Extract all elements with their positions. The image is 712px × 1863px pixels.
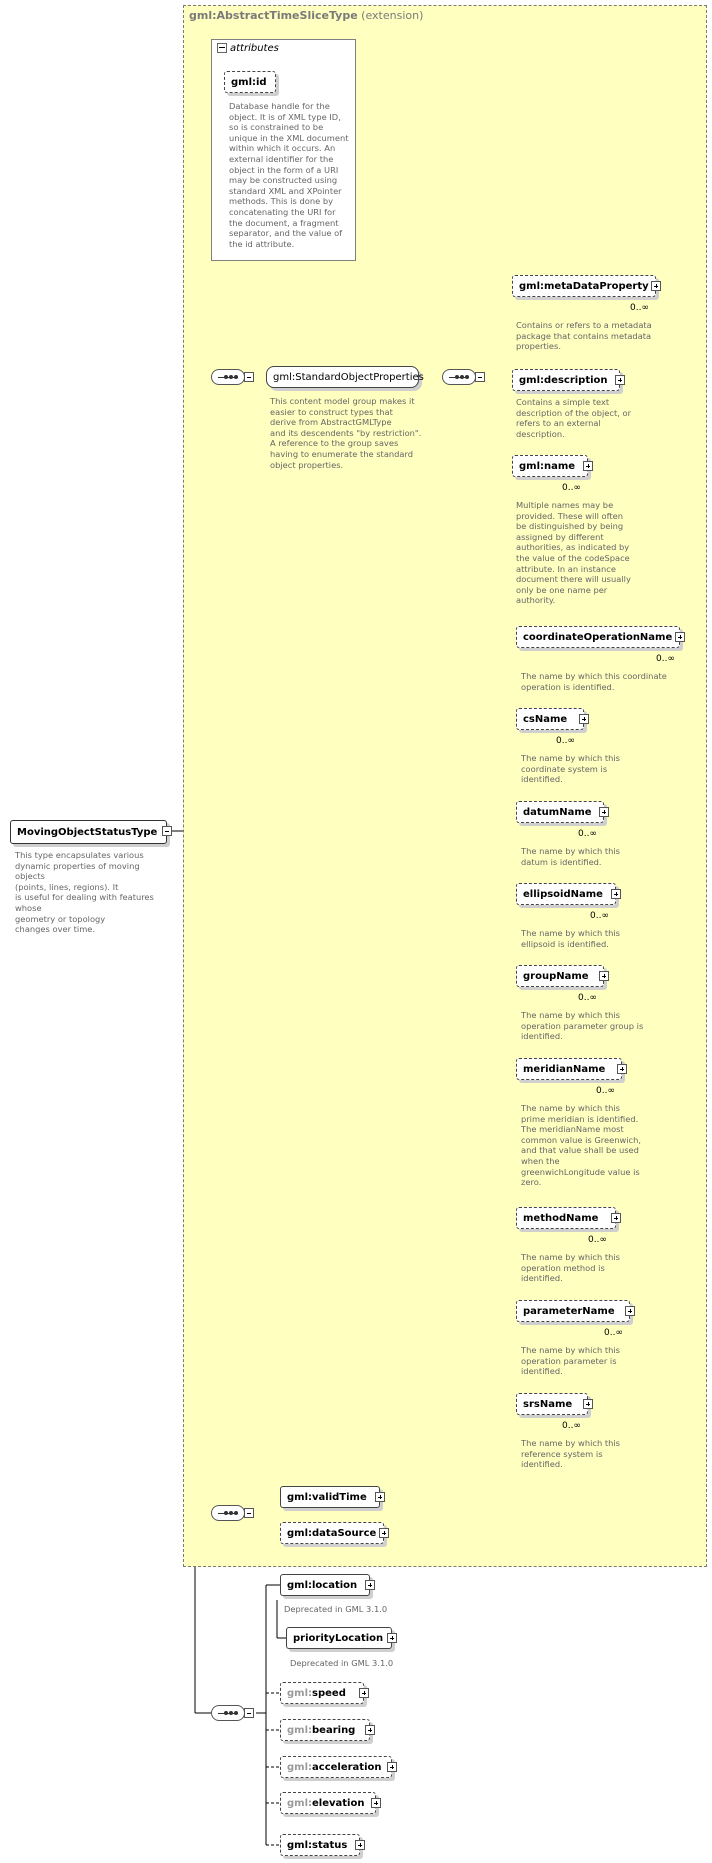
cardinality: 0..∞ (562, 1421, 581, 1431)
collapse-icon[interactable] (217, 43, 227, 53)
expand-icon[interactable] (611, 1213, 621, 1223)
element-label: datumName (523, 806, 592, 818)
element-coordinateoperationname[interactable] (516, 626, 680, 648)
element-doc: The name by which this coordinate system is identified. (521, 753, 620, 785)
expand-icon[interactable] (379, 1528, 389, 1538)
sequence-compositor[interactable] (211, 369, 245, 385)
expand-icon[interactable] (583, 461, 593, 471)
attribute-id-doc: Database handle for the object. It is of XML type ID, so is constrained to be unique in the XML document within which it occurs. An external identifier for the object in the form of a URI may be constructed using standard XML and XPointer methods. This is done by concatenating the URI for the document, a fragment separator, and the value of the id attribute. (229, 101, 349, 249)
element-doc: Contains or refers to a metadata package that contains metadata properties. (516, 320, 652, 352)
expand-icon[interactable] (615, 375, 625, 385)
expand-icon[interactable] (355, 1840, 365, 1850)
element-label: elevation (312, 1797, 365, 1809)
element-ellipsoidname[interactable] (516, 883, 616, 905)
element-validtime[interactable] (280, 1486, 380, 1508)
expand-icon[interactable] (599, 807, 609, 817)
expand-icon[interactable] (675, 632, 685, 642)
expand-icon[interactable] (651, 281, 661, 291)
element-label: gml:status (287, 1839, 348, 1851)
expand-icon[interactable] (599, 971, 609, 981)
expand-icon[interactable] (371, 1798, 381, 1808)
element-doc: The name by which this coordinate operation is identified. (521, 671, 667, 692)
attributes-header[interactable] (217, 43, 279, 54)
element-label: methodName (523, 1212, 599, 1224)
element-doc: Deprecated in GML 3.1.0 (284, 1604, 388, 1614)
element-label: acceleration (312, 1761, 382, 1773)
element-doc: The name by which this operation method is identified. (521, 1252, 620, 1284)
element-srsname[interactable] (516, 1393, 588, 1415)
attribute-id[interactable] (224, 71, 276, 93)
expand-icon[interactable] (387, 1633, 397, 1643)
attribute-id-label: gml:id (231, 76, 267, 88)
sequence-compositor[interactable] (442, 369, 476, 385)
collapse-icon[interactable] (244, 1708, 254, 1718)
root-type[interactable] (10, 820, 167, 844)
element-label: speed (312, 1687, 346, 1699)
expand-icon[interactable] (583, 1399, 593, 1409)
attributes-label: attributes (230, 43, 279, 54)
element-prioritylocation[interactable] (286, 1627, 392, 1649)
element-doc: Deprecated in GML 3.1.0 (290, 1658, 394, 1668)
element-label: bearing (312, 1724, 356, 1736)
element-location[interactable] (280, 1574, 370, 1596)
expand-icon[interactable] (375, 1492, 385, 1502)
cardinality: 0..∞ (630, 303, 649, 313)
cardinality: 0..∞ (596, 1086, 615, 1096)
root-doc: This type encapsulates various dynamic properties of moving objects (points, lines, regions). It is useful for dealing with features whose geometry or topology changes over time. (15, 850, 154, 935)
element-label: gml:metaDataProperty (519, 280, 649, 292)
element-description[interactable] (512, 369, 620, 391)
expand-icon[interactable] (625, 1306, 635, 1316)
element-name[interactable] (512, 455, 588, 477)
element-meridianname[interactable] (516, 1058, 622, 1080)
element-parametername[interactable] (516, 1300, 630, 1322)
expand-icon[interactable] (365, 1725, 375, 1735)
element-methodname[interactable] (516, 1207, 616, 1229)
element-doc: The name by which this operation parameter is identified. (521, 1345, 620, 1377)
cardinality: 0..∞ (604, 1328, 623, 1338)
element-doc: The name by which this ellipsoid is identified. (521, 928, 620, 949)
collapse-icon[interactable] (244, 1508, 254, 1518)
element-label: gml:name (519, 460, 576, 472)
element-datasource[interactable] (280, 1522, 384, 1544)
expand-icon[interactable] (365, 1580, 375, 1590)
element-speed[interactable]: gml: speed (280, 1682, 364, 1704)
collapse-icon[interactable] (475, 372, 485, 382)
expand-icon[interactable] (359, 1688, 369, 1698)
element-label: csName (523, 713, 568, 725)
element-label: ellipsoidName (523, 888, 603, 900)
sequence-compositor[interactable] (211, 1505, 245, 1521)
element-status[interactable] (280, 1834, 360, 1856)
cardinality: 0..∞ (562, 483, 581, 493)
extension-title (189, 9, 423, 22)
group-standard-object-properties[interactable] (266, 366, 424, 388)
element-label: meridianName (523, 1063, 606, 1075)
element-label: groupName (523, 970, 589, 982)
element-elevation[interactable]: gml: elevation (280, 1792, 376, 1814)
collapse-icon[interactable] (244, 372, 254, 382)
collapse-icon[interactable] (162, 826, 172, 836)
element-doc: The name by which this operation parameter group is identified. (521, 1010, 644, 1042)
sequence-compositor[interactable] (211, 1705, 245, 1721)
element-datumname[interactable] (516, 801, 604, 823)
expand-icon[interactable] (611, 889, 621, 899)
cardinality: 0..∞ (588, 1235, 607, 1245)
element-label: gml:description (519, 374, 608, 386)
element-bearing[interactable]: gml: bearing (280, 1719, 370, 1741)
element-doc: The name by which this prime meridian is identified. The meridianName most common value is Greenwich, and that value shall be used when the greenwichLongitude value is zero. (521, 1103, 642, 1188)
cardinality: 0..∞ (578, 993, 597, 1003)
element-doc: Contains a simple text description of the object, or refers to an external description. (516, 397, 631, 439)
element-label: gml:dataSource (287, 1527, 377, 1539)
expand-icon[interactable] (579, 714, 589, 724)
element-groupname[interactable] (516, 965, 604, 987)
expand-icon[interactable] (387, 1762, 397, 1772)
element-csname[interactable] (516, 708, 584, 730)
expand-icon[interactable] (617, 1064, 627, 1074)
group-doc: This content model group makes it easier to construct types that derive from AbstractGMLType and its descendents "by restriction". A reference to the group saves having to enumerate the standard object properties. (270, 396, 422, 470)
element-label: priorityLocation (293, 1632, 384, 1644)
element-label: srsName (523, 1398, 573, 1410)
element-acceleration[interactable]: gml: acceleration (280, 1756, 392, 1778)
cardinality: 0..∞ (578, 829, 597, 839)
element-label: gml:validTime (287, 1491, 367, 1503)
cardinality: 0..∞ (556, 736, 575, 746)
root-type-label: MovingObjectStatusType (17, 826, 158, 838)
element-metadataproperty[interactable] (512, 275, 656, 297)
extension-type-name: gml:AbstractTimeSliceType (189, 9, 358, 22)
cardinality: 0..∞ (656, 654, 675, 664)
element-doc: Multiple names may be provided. These will often be distinguished by being assigned by different authorities, as indicated by the value of the codeSpace attribute. In an instance document there will usually only be one name per authority. (516, 500, 631, 606)
element-doc: The name by which this reference system is identified. (521, 1438, 620, 1470)
group-label: gml:StandardObjectProperties (273, 371, 424, 383)
element-doc: The name by which this datum is identified. (521, 846, 620, 867)
extension-suffix: (extension) (361, 9, 424, 22)
element-label: gml:location (287, 1579, 358, 1591)
element-label: parameterName (523, 1305, 615, 1317)
element-label: coordinateOperationName (523, 631, 673, 643)
cardinality: 0..∞ (590, 911, 609, 921)
